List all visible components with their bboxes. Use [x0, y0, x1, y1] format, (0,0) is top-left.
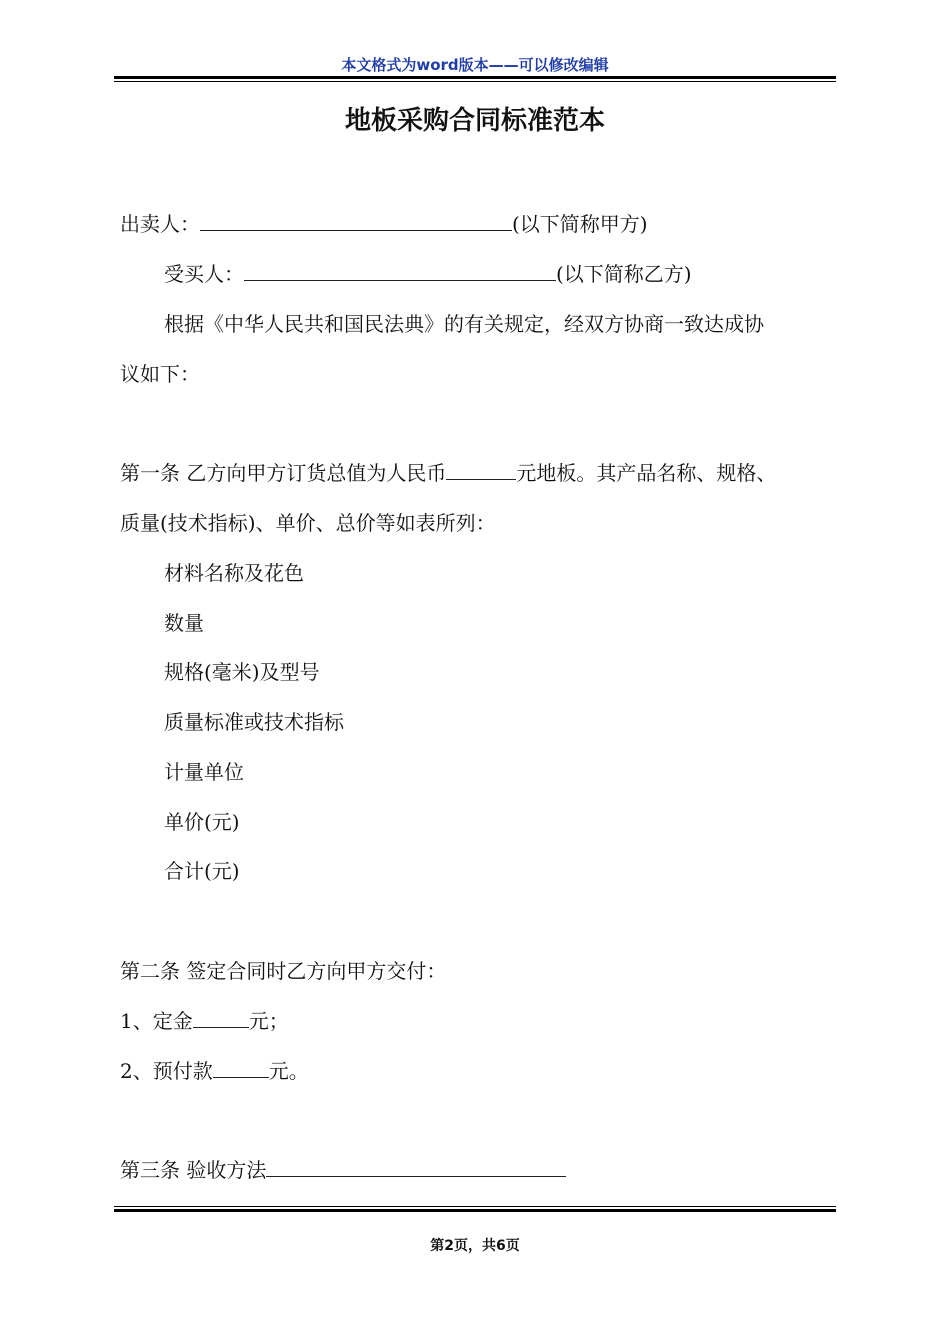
- list-item: 规格(毫米)及型号: [164, 660, 320, 684]
- article1-amount-blank[interactable]: [446, 461, 516, 480]
- prepayment-suffix: 元。: [268, 1059, 309, 1083]
- article2-head: 第二条 签定合同时乙方向甲方交付：: [120, 959, 447, 983]
- list-item: 材料名称及花色: [164, 561, 304, 585]
- article1-head: 第一条 乙方向甲方订货总值为人民币: [120, 461, 447, 485]
- prepayment-label: 2、预付款: [120, 1059, 213, 1083]
- page-number: 第2页，共6页: [430, 1238, 520, 1254]
- inspection-method-blank[interactable]: [266, 1158, 566, 1177]
- header-note: 本文格式为word版本——可以修改编辑: [341, 56, 609, 74]
- article1-line-2: 质量(技术指标)、单价、总价等如表所列：: [120, 511, 496, 535]
- seller-suffix: (以下简称甲方): [512, 212, 648, 236]
- article2-item-1: [120, 1005, 289, 1034]
- seller-line: [120, 208, 648, 237]
- article1-line-1: [120, 457, 776, 486]
- footer-rule-thin: [114, 1206, 836, 1207]
- list-item: 计量单位: [164, 760, 244, 784]
- buyer-blank[interactable]: [244, 262, 556, 281]
- prepayment-blank[interactable]: [213, 1059, 269, 1078]
- preamble-line-2: 议如下：: [120, 362, 200, 386]
- article1-tail: 元地板。其产品名称、规格、: [516, 461, 777, 485]
- article2-item-2: [120, 1055, 309, 1084]
- list-item: 单价(元): [164, 810, 240, 834]
- article3-line: [120, 1154, 566, 1183]
- footer-rule-thick: [114, 1209, 836, 1212]
- header-rule-thin: [114, 81, 836, 82]
- buyer-suffix: (以下简称乙方): [556, 262, 692, 286]
- document-title: 地板采购合同标准范本: [344, 106, 605, 136]
- seller-label: 出卖人：: [120, 212, 200, 236]
- buyer-label: 受买人：: [164, 262, 244, 286]
- list-item: 合计(元): [164, 859, 240, 883]
- seller-blank[interactable]: [200, 212, 512, 231]
- article3-head: 第三条 验收方法: [120, 1158, 267, 1182]
- deposit-suffix: 元；: [248, 1009, 289, 1033]
- header-rule-thick: [114, 76, 836, 79]
- deposit-blank[interactable]: [193, 1009, 249, 1028]
- deposit-label: 1、定金: [120, 1009, 193, 1033]
- preamble-line-1: 根据《中华人民共和国民法典》的有关规定，经双方协商一致达成协: [164, 312, 764, 336]
- buyer-line: [164, 258, 692, 287]
- list-item: 质量标准或技术指标: [164, 710, 344, 734]
- list-item: 数量: [164, 611, 204, 635]
